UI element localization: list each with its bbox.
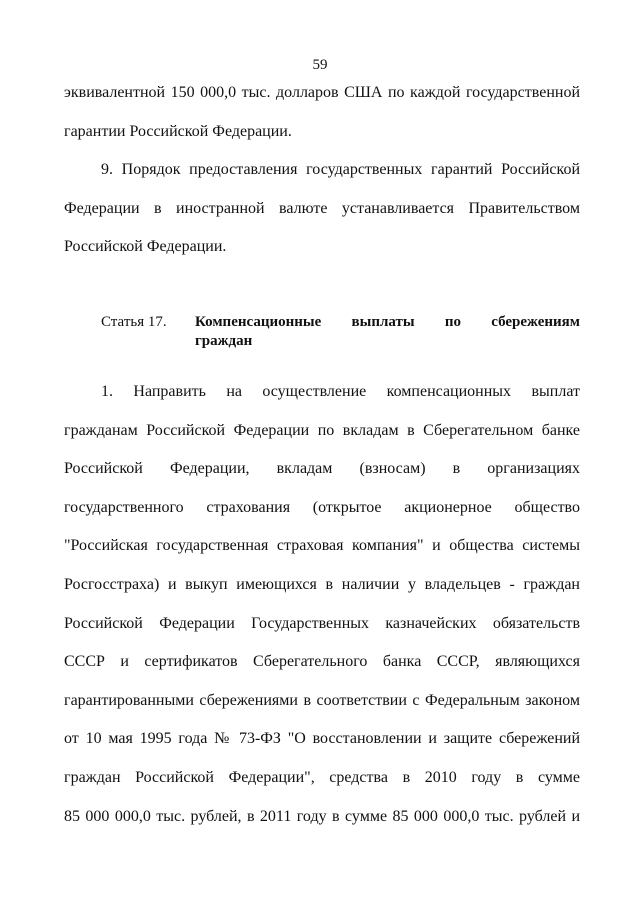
text-line: 1. Направить на осуществление компенсационных выплат [101, 383, 580, 400]
text-line: государственного страхования (открытое акционерное общество [64, 498, 580, 516]
page-number: 59 [312, 57, 328, 73]
article-title-line: граждан [195, 333, 253, 349]
text-line: Российской Федерации. [64, 238, 227, 256]
article-17-paragraph-1 [64, 383, 580, 846]
text-line: эквивалентной 150 000,0 тыс. долларов США по каждой государственной [64, 84, 580, 101]
paragraph-continuation [64, 84, 580, 161]
article-number: Статья 17. [101, 314, 167, 330]
text-line: СССР и сертификатов Сберегательного банка СССР, являющихся [64, 653, 580, 671]
text-line: гражданам Российской Федерации по вкладам в Сберегательном банке [64, 421, 580, 439]
text-line: "Российская государственная страховая компания" и общества системы [64, 537, 580, 555]
text-line: Росгосстраха) и выкуп имеющихся в наличии у владельцев - граждан [64, 575, 580, 593]
text-line: граждан Российской Федерации", средства в 2010 году в сумме [64, 768, 580, 786]
text-line: Федерации в иностранной валюте устанавливается Правительством [64, 199, 580, 217]
text-line: 85 000 000,0 тыс. рублей, в 2011 году в сумме 85 000 000,0 тыс. рублей и [64, 807, 580, 825]
paragraph-9 [64, 161, 580, 277]
article-title [195, 313, 580, 351]
text-line: Российской Федерации, вкладам (взносам) в организациях [64, 460, 580, 478]
text-line: от 10 мая 1995 года № 73-ФЗ "О восстановлении и защите сбережений [64, 730, 580, 748]
article-title-line: Компенсационные выплаты по сбережениям [195, 314, 580, 330]
text-line: 9. Порядок предоставления государственных гарантий Российской [101, 161, 580, 178]
text-line: Российской Федерации Государственных казначейских обязательств [64, 614, 580, 632]
text-line: гарантированными сбережениями в соответствии с Федеральным законом [64, 691, 580, 709]
text-line: гарантии Российской Федерации. [64, 122, 292, 140]
